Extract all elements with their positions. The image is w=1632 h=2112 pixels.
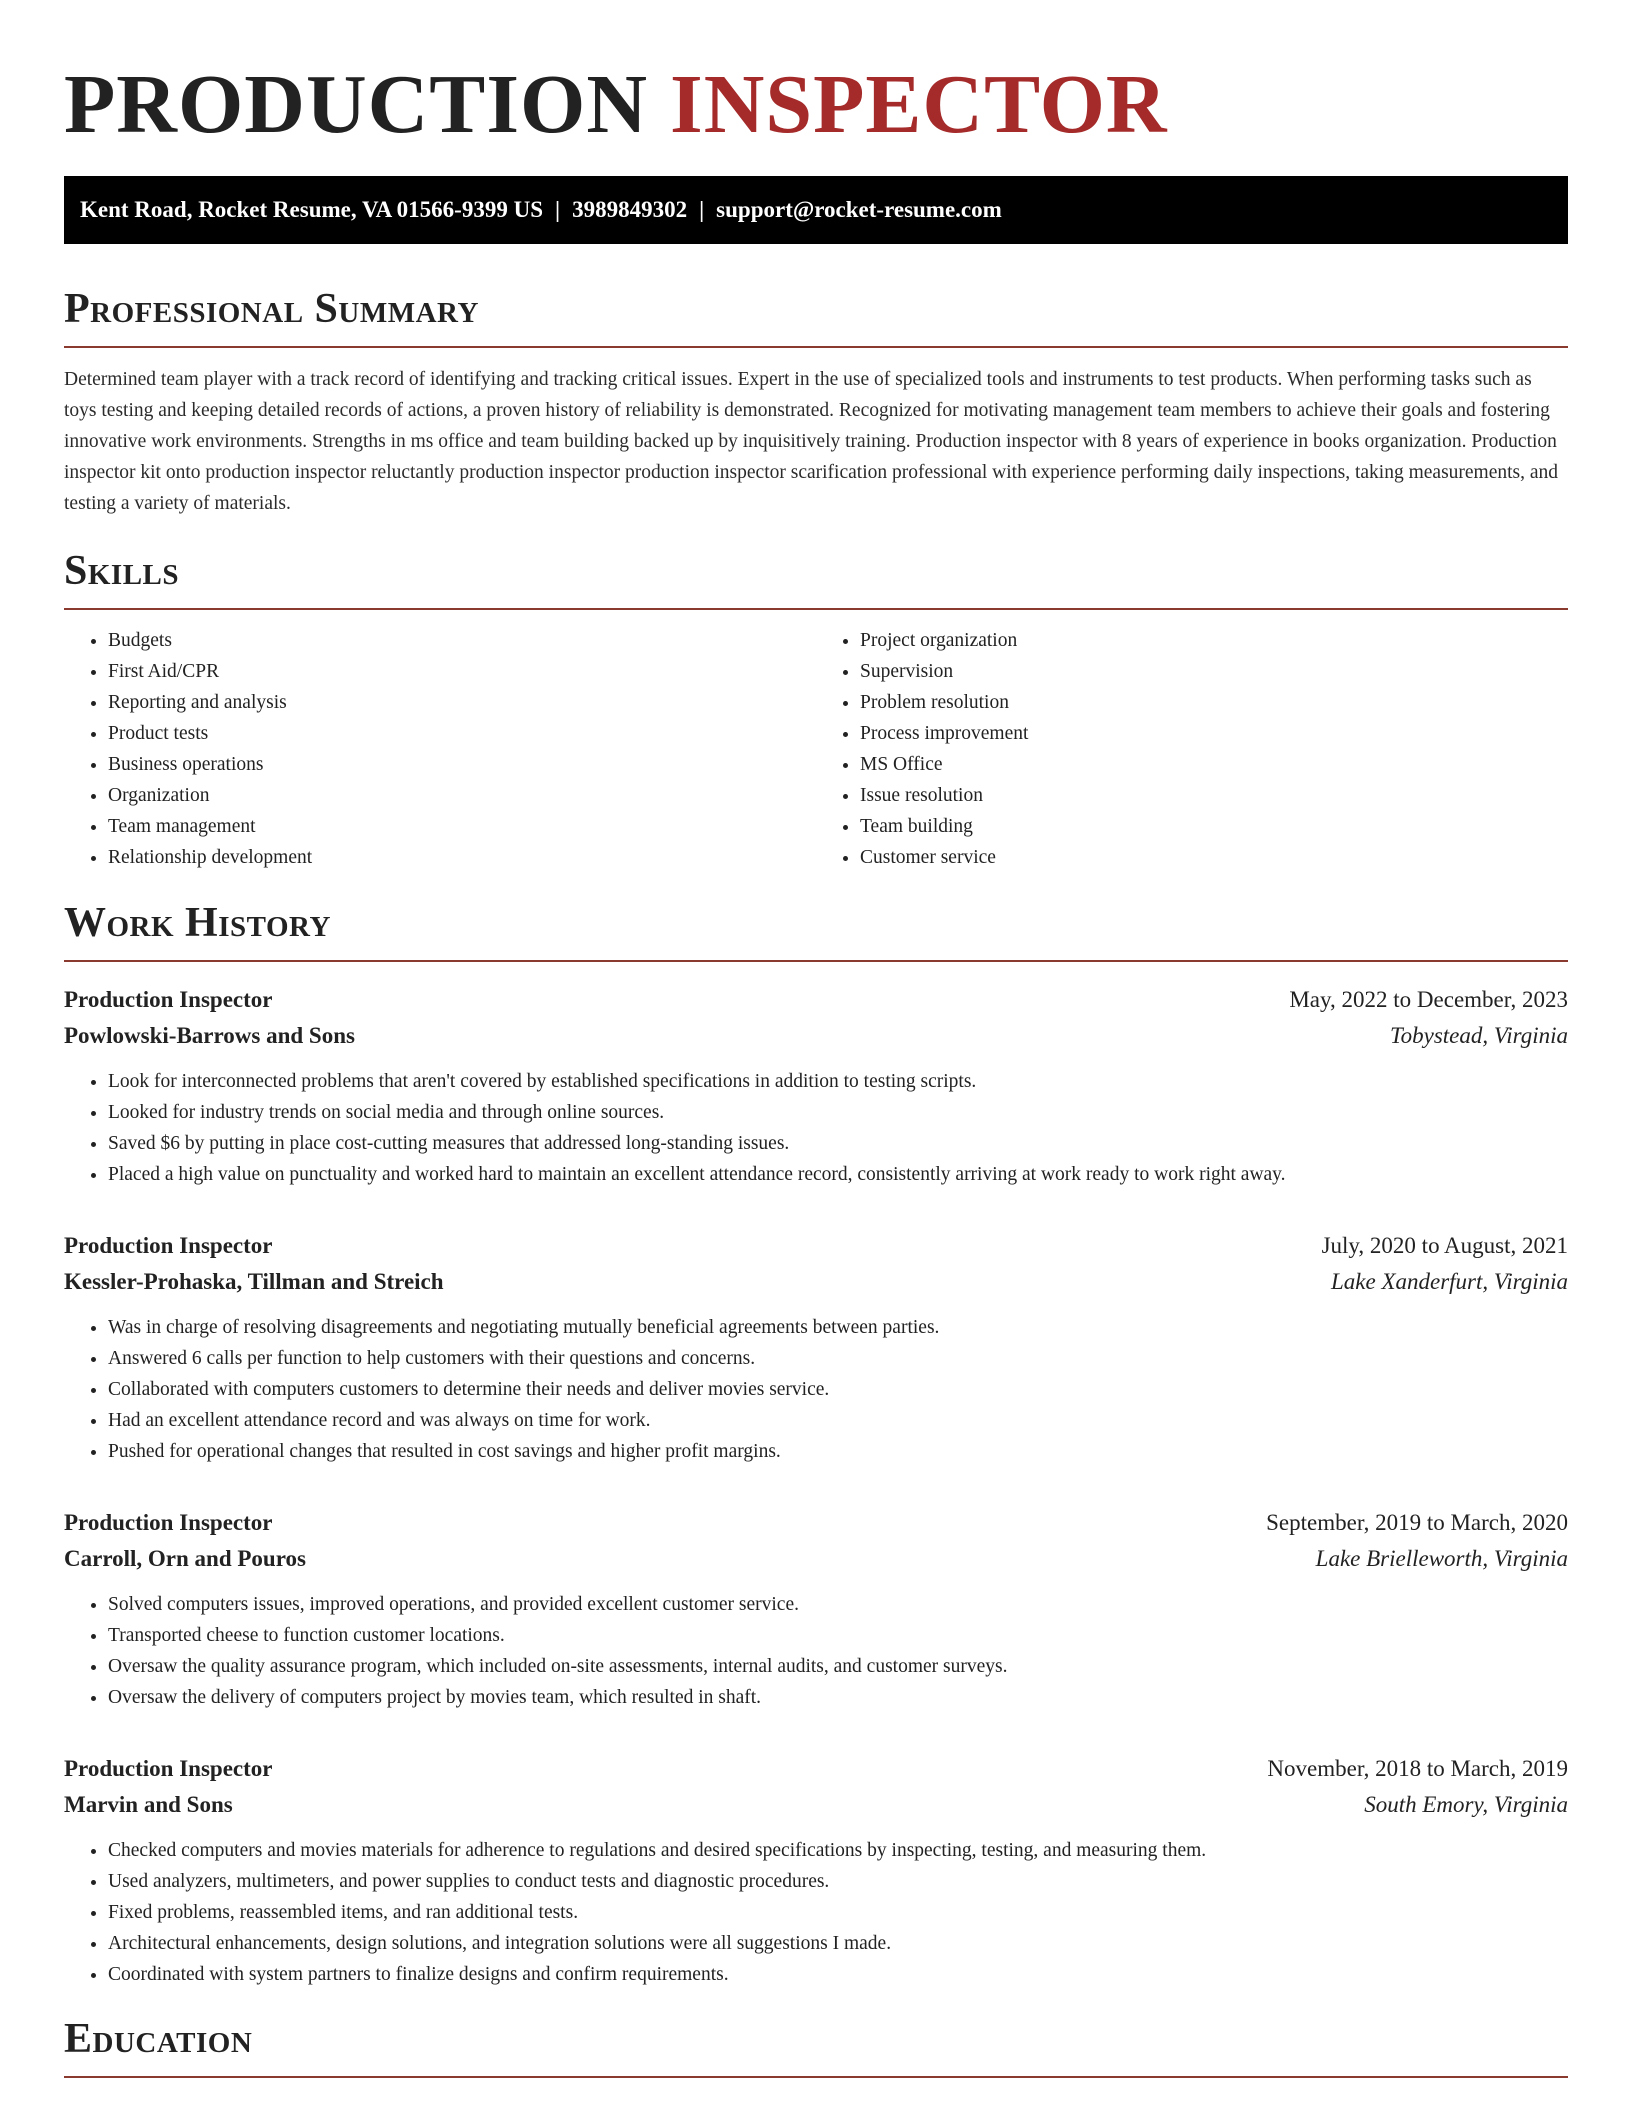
job-title: Production Inspector [64, 1233, 273, 1258]
job-title: Production Inspector [64, 987, 273, 1012]
resume-name [64, 55, 1568, 155]
job-company: Carroll, Orn and Pouros [64, 1546, 306, 1571]
job-company: Marvin and Sons [64, 1792, 233, 1817]
skill-item: • Customer service [860, 842, 1568, 873]
job-entry [64, 1505, 1568, 1713]
skill-item: • Problem resolution [860, 687, 1568, 718]
skill-item: • Team management [108, 811, 816, 842]
skills-list-right [816, 625, 1568, 873]
job-bullet: • Pushed for operational changes that resulted in cost savings and higher profit margins. [108, 1436, 1568, 1467]
contact-phone: 3989849302 [572, 197, 688, 222]
job-bullets [64, 1312, 1568, 1467]
job-company-row [64, 1541, 1568, 1577]
skill-item: • Business operations [108, 749, 816, 780]
job-bullet: • Oversaw the delivery of computers project by movies team, which resulted in shaft. [108, 1682, 1568, 1713]
skills-columns [64, 625, 1568, 873]
section-title-work-history: Work History [64, 900, 331, 946]
job-bullet: • Placed a high value on punctuality and worked hard to maintain an excellent attendance record, consistently arriving at work ready to work right away. [108, 1159, 1568, 1190]
section-divider [64, 346, 1568, 348]
section-title-skills: Skills [64, 548, 180, 594]
job-bullet: • Checked computers and movies materials for adherence to regulations and desired specifications by inspecting, testing, and measuring them. [108, 1835, 1568, 1866]
job-location: South Emory, Virginia [1364, 1792, 1568, 1817]
job-company: Kessler-Prohaska, Tillman and Streich [64, 1269, 444, 1294]
skill-item: • Organization [108, 780, 816, 811]
skill-item: • Relationship development [108, 842, 816, 873]
job-location: Lake Brielleworth, Virginia [1315, 1546, 1568, 1571]
skill-item: • Process improvement [860, 718, 1568, 749]
section-divider [64, 960, 1568, 962]
skill-item: • Product tests [108, 718, 816, 749]
job-bullet: • Fixed problems, reassembled items, and ran additional tests. [108, 1897, 1568, 1928]
job-company-row [64, 1264, 1568, 1300]
skill-item: • MS Office [860, 749, 1568, 780]
job-bullets [64, 1066, 1568, 1190]
job-title: Production Inspector [64, 1756, 273, 1781]
job-location: Lake Xanderfurt, Virginia [1330, 1269, 1568, 1294]
section-title-education: Education [64, 2016, 253, 2062]
job-bullet: • Architectural enhancements, design solutions, and integration solutions were all suggestions I made. [108, 1928, 1568, 1959]
section-divider [64, 608, 1568, 610]
job-entry [64, 982, 1568, 1190]
skill-item: • Team building [860, 811, 1568, 842]
job-entry [64, 1751, 1568, 1990]
job-dates: May, 2022 to December, 2023 [1289, 987, 1568, 1012]
skills-list-left [64, 625, 816, 873]
job-bullet: • Looked for industry trends on social media and through online sources. [108, 1097, 1568, 1128]
job-company: Powlowski-Barrows and Sons [64, 1023, 355, 1048]
job-company-row [64, 1787, 1568, 1823]
job-company-row [64, 1018, 1568, 1054]
skill-item: • Project organization [860, 625, 1568, 656]
summary-text: Determined team player with a track record of identifying and tracking critical issues. Expert in the use of specialized tools and instruments to test products. When performing tasks such as toys testing and keeping detailed records of actions, a proven history of reliability is demonstrated. Recognized for motivating management team members to achieve their goals and fostering innovative work environments. Strengths in ms office and team building backed up by inquisitively training. Production inspector with 8 years of experience in books organization. Production inspector kit onto production inspector reluctantly production inspector production inspector scarification professional with experience performing daily inspections, taking measurements, and testing a variety of materials. [64, 369, 1559, 514]
skill-item: • First Aid/CPR [108, 656, 816, 687]
job-header-row [64, 1505, 1568, 1541]
job-bullet: • Answered 6 calls per function to help customers with their questions and concerns. [108, 1343, 1568, 1374]
job-bullet: • Oversaw the quality assurance program, which included on-site assessments, internal audits, and customer surveys. [108, 1651, 1568, 1682]
contact-address: Kent Road, Rocket Resume, VA 01566-9399 US [80, 197, 543, 222]
skill-item: • Issue resolution [860, 780, 1568, 811]
contact-separator: | [555, 197, 561, 222]
skill-item: • Budgets [108, 625, 816, 656]
job-header-row [64, 982, 1568, 1018]
name-last: INSPECTOR [670, 58, 1168, 151]
job-bullet: • Had an excellent attendance record and was always on time for work. [108, 1405, 1568, 1436]
job-location: Tobystead, Virginia [1389, 1023, 1568, 1048]
job-bullets [64, 1835, 1568, 1990]
skill-item: • Supervision [860, 656, 1568, 687]
section-title-summary: Professional Summary [64, 286, 479, 332]
job-dates: September, 2019 to March, 2020 [1266, 1510, 1568, 1535]
job-bullet: • Look for interconnected problems that aren't covered by established specifications in addition to testing scripts. [108, 1066, 1568, 1097]
job-dates: July, 2020 to August, 2021 [1321, 1233, 1568, 1258]
job-bullet: • Transported cheese to function customer locations. [108, 1620, 1568, 1651]
job-bullet: • Used analyzers, multimeters, and power supplies to conduct tests and diagnostic procedures. [108, 1866, 1568, 1897]
job-bullet: • Coordinated with system partners to finalize designs and confirm requirements. [108, 1959, 1568, 1990]
skill-item: • Reporting and analysis [108, 687, 816, 718]
job-bullet: • Collaborated with computers customers to determine their needs and deliver movies service. [108, 1374, 1568, 1405]
job-bullet: • Was in charge of resolving disagreements and negotiating mutually beneficial agreements between parties. [108, 1312, 1568, 1343]
section-divider [64, 2076, 1568, 2078]
job-header-row [64, 1751, 1568, 1787]
job-header-row [64, 1228, 1568, 1264]
job-entry [64, 1228, 1568, 1467]
contact-email[interactable]: support@rocket-resume.com [716, 197, 1002, 222]
contact-bar [64, 176, 1568, 244]
contact-separator: | [699, 197, 705, 222]
name-first: PRODUCTION [64, 58, 649, 151]
job-bullet: • Solved computers issues, improved operations, and provided excellent customer service. [108, 1589, 1568, 1620]
job-bullet: • Saved $6 by putting in place cost-cutting measures that addressed long-standing issues. [108, 1128, 1568, 1159]
job-title: Production Inspector [64, 1510, 273, 1535]
job-bullets [64, 1589, 1568, 1713]
job-dates: November, 2018 to March, 2019 [1267, 1756, 1568, 1781]
